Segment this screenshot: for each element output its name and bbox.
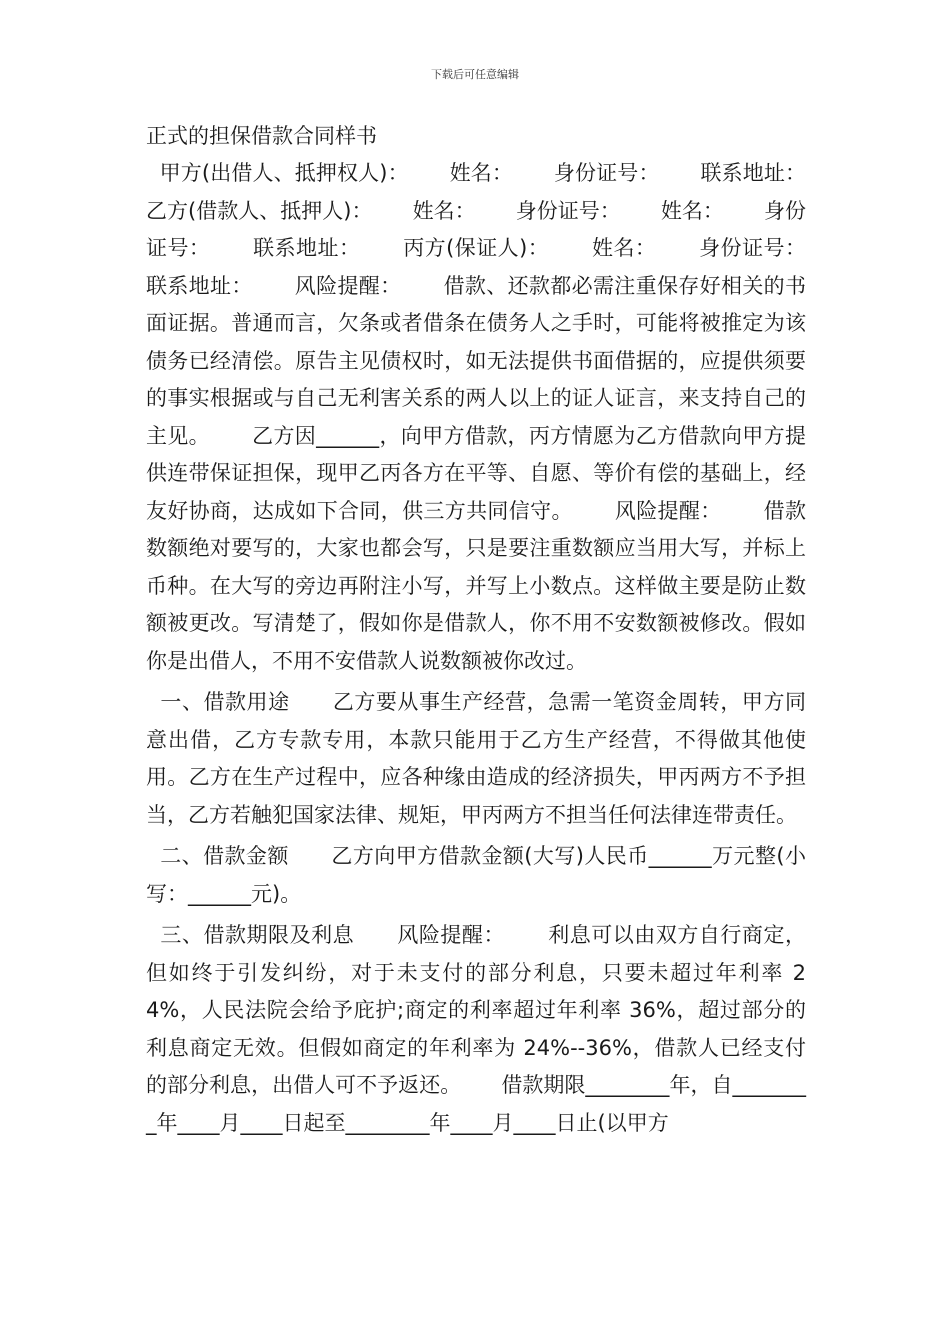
paragraph-parties: 甲方(出借人、抵押权人)： 姓名： 身份证号： 联系地址： 乙方(借款人、抵押人)： 姓名： 身份证号： 姓名： 身份证号： 联系地址： 丙方(保证人)： 姓名： 身份证号： 联系地址： 风险提醒： 借款、还款都必需注重保存好相关的书面证据。普通而言，欠条或者借条在债务人之手时，可能将被推定为该债务已经清偿。原告主见债权时，如无法提供书面借据的，应提供须要的事实根据或与自己无利害关系的两人以上的证人证言，来支持自己的主见。 乙方因______，向甲方借款，丙方情愿为乙方借款向甲方提供连带保证担保，现甲乙丙各方在平等、自愿、等价有偿的基础上，经友好协商，达成如下合同，供三方共同信守。 风险提醒： 借款数额绝对要写的，大家也都会写，只是要注重数额应当用大写，并标上币种。在大写的旁边再附注小写，并写上小数点。这样做主要是防止数额被更改。写清楚了，假如你是借款人，你不用不安数额被修改。假如你是出借人，不用不安借款人说数额被你改过。 xyxy=(146,161,847,673)
paragraph-loan-amount: 二、借款金额 乙方向甲方借款金额(大写)人民币______万元整(小写：______元)。 xyxy=(146,844,806,906)
paragraph-loan-purpose: 一、借款用途 乙方要从事生产经营，急需一笔资金周转，甲方同意出借，乙方专款专用，本款只能用于乙方生产经营，不得做其他使用。乙方在生产过程中，应各种缘由造成的经济损失，甲丙两方不予担当，乙方若触犯国家法律、规矩，甲丙两方不担当任何法律连带责任。 xyxy=(146,690,806,827)
document-title: 正式的担保借款合同样书 xyxy=(146,124,377,148)
document-body xyxy=(146,118,847,1142)
paragraph-loan-term: 三、借款期限及利息 风险提醒： 利息可以由双方自行商定，但如终于引发纠纷，对于未支付的部分利息，只要未超过年利率 24%，人民法院会给予庇护;商定的利率超过年利率 36%，超过部分的利息商定无效。但假如商定的年利率为 24%--36%，借款人已经支付的部分利息，出借人可不予返还。 借款期限________年，自________年____月____日起至________年____月____日止(以甲方 xyxy=(146,923,806,1135)
page-header: 下载后可任意编辑 xyxy=(431,68,519,81)
